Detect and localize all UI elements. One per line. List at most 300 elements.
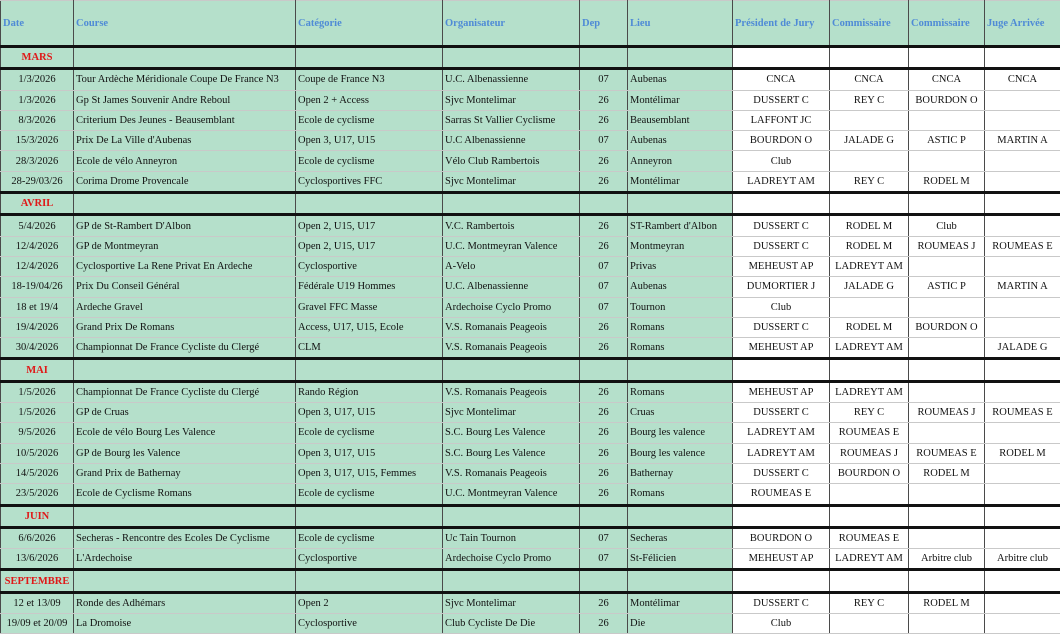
cell-categorie: Ecole de cyclisme	[296, 527, 443, 548]
table-row	[1, 527, 1060, 548]
cell-lieu: Die	[628, 614, 733, 634]
cell-commissaire-1	[830, 614, 909, 634]
cell-juge-arrivee	[985, 614, 1060, 634]
cell-categorie: Fédérale U19 Hommes	[296, 277, 443, 297]
cell-commissaire-1: LADREYT AM	[830, 381, 909, 402]
cell-organisateur: V.S. Romanais Peageois	[443, 381, 580, 402]
cell-dep: 26	[580, 443, 628, 463]
cell-president-jury: BOURDON O	[733, 527, 830, 548]
month-row-cell	[296, 570, 443, 592]
cell-categorie: Ecole de cyclisme	[296, 423, 443, 443]
cell-commissaire-2: ASTIC P	[909, 131, 985, 151]
cell-dep: 07	[580, 131, 628, 151]
cell-course: Tour Ardèche Méridionale Coupe De France N3	[74, 69, 296, 90]
month-row	[1, 570, 1060, 592]
cell-president-jury: LAFFONT JC	[733, 110, 830, 130]
cell-categorie: Open 3, U17, U15	[296, 443, 443, 463]
cell-juge-arrivee	[985, 527, 1060, 548]
cell-organisateur: Ardechoise Cyclo Promo	[443, 297, 580, 317]
cell-president-jury: DUSSERT C	[733, 403, 830, 423]
cell-categorie: Open 3, U17, U15	[296, 131, 443, 151]
cell-categorie: Coupe de France N3	[296, 69, 443, 90]
cell-commissaire-1: ROUMEAS E	[830, 527, 909, 548]
month-row	[1, 359, 1060, 381]
month-row-cell	[733, 570, 830, 592]
table-row	[1, 90, 1060, 110]
cell-date: 1/3/2026	[1, 90, 74, 110]
month-row-cell	[985, 193, 1060, 215]
cell-commissaire-1: LADREYT AM	[830, 549, 909, 570]
cell-course: Grand Prix de Bathernay	[74, 463, 296, 483]
cell-categorie: Open 2	[296, 592, 443, 613]
cell-commissaire-2	[909, 297, 985, 317]
cell-lieu: Cruas	[628, 403, 733, 423]
cell-commissaire-2	[909, 151, 985, 171]
schedule-body	[1, 47, 1060, 634]
cell-categorie: Cyclosportive	[296, 614, 443, 634]
cell-course: GP de Cruas	[74, 403, 296, 423]
cell-commissaire-1: ROUMEAS E	[830, 423, 909, 443]
cell-date: 28-29/03/26	[1, 171, 74, 192]
cell-president-jury: Club	[733, 151, 830, 171]
cell-course: Prix De La Ville d'Aubenas	[74, 131, 296, 151]
cell-organisateur: S.C. Bourg Les Valence	[443, 443, 580, 463]
month-row-cell	[580, 505, 628, 527]
table-row	[1, 69, 1060, 90]
cell-lieu: Romans	[628, 381, 733, 402]
cell-president-jury: MEHEUST AP	[733, 549, 830, 570]
cell-date: 23/5/2026	[1, 484, 74, 505]
month-row-cell	[628, 570, 733, 592]
cell-lieu: Secheras	[628, 527, 733, 548]
month-row-cell	[580, 359, 628, 381]
cell-organisateur: S.C. Bourg Les Valence	[443, 423, 580, 443]
cell-date: 28/3/2026	[1, 151, 74, 171]
month-row	[1, 505, 1060, 527]
cell-commissaire-2	[909, 614, 985, 634]
cell-juge-arrivee: ROUMEAS E	[985, 403, 1060, 423]
cell-dep: 26	[580, 463, 628, 483]
cell-course: Cyclosportive La Rene Privat En Ardeche	[74, 256, 296, 276]
cell-commissaire-1: REY C	[830, 403, 909, 423]
cell-commissaire-2	[909, 381, 985, 402]
month-row-cell	[74, 570, 296, 592]
cell-commissaire-2: ASTIC P	[909, 277, 985, 297]
cell-lieu: Anneyron	[628, 151, 733, 171]
cell-organisateur: Sjvc Montelimar	[443, 90, 580, 110]
cell-lieu: Montélimar	[628, 592, 733, 613]
cell-categorie: Open 3, U17, U15	[296, 403, 443, 423]
month-row-cell	[628, 193, 733, 215]
cell-commissaire-2: BOURDON O	[909, 90, 985, 110]
month-row-cell	[443, 47, 580, 69]
cell-juge-arrivee: ROUMEAS E	[985, 236, 1060, 256]
cell-lieu: Beausemblant	[628, 110, 733, 130]
cell-juge-arrivee	[985, 110, 1060, 130]
cell-lieu: Montmeyran	[628, 236, 733, 256]
cell-dep: 07	[580, 549, 628, 570]
cell-dep: 07	[580, 297, 628, 317]
col-header-dep: Dep	[580, 1, 628, 47]
cell-date: 12/4/2026	[1, 256, 74, 276]
cell-juge-arrivee	[985, 484, 1060, 505]
cell-juge-arrivee	[985, 381, 1060, 402]
cell-dep: 26	[580, 403, 628, 423]
cell-course: Ecole de vélo Bourg Les Valence	[74, 423, 296, 443]
cell-commissaire-1	[830, 297, 909, 317]
month-row-cell	[830, 359, 909, 381]
month-row-cell	[628, 359, 733, 381]
month-row-cell	[74, 193, 296, 215]
cell-juge-arrivee	[985, 171, 1060, 192]
cell-juge-arrivee: MARTIN A	[985, 131, 1060, 151]
month-row-cell	[733, 47, 830, 69]
cell-date: 14/5/2026	[1, 463, 74, 483]
cell-president-jury: DUSSERT C	[733, 90, 830, 110]
cell-organisateur: A-Velo	[443, 256, 580, 276]
cell-commissaire-1: LADREYT AM	[830, 338, 909, 359]
cell-president-jury: Club	[733, 297, 830, 317]
cell-commissaire-1: ROUMEAS J	[830, 443, 909, 463]
cell-lieu: Romans	[628, 338, 733, 359]
table-row	[1, 151, 1060, 171]
cell-organisateur: V.S. Romanais Peageois	[443, 463, 580, 483]
cell-president-jury: DUSSERT C	[733, 592, 830, 613]
month-row-cell	[830, 47, 909, 69]
cell-commissaire-1	[830, 151, 909, 171]
cell-course: L'Ardechoise	[74, 549, 296, 570]
month-row-cell	[296, 47, 443, 69]
cell-organisateur: Sjvc Montelimar	[443, 171, 580, 192]
cell-date: 12 et 13/09	[1, 592, 74, 613]
cell-juge-arrivee	[985, 463, 1060, 483]
cell-organisateur: Club Cycliste De Die	[443, 614, 580, 634]
col-header-lieu: Lieu	[628, 1, 733, 47]
cell-date: 18 et 19/4	[1, 297, 74, 317]
table-row	[1, 403, 1060, 423]
cell-juge-arrivee	[985, 151, 1060, 171]
cell-dep: 07	[580, 69, 628, 90]
cell-organisateur: V.S. Romanais Peageois	[443, 338, 580, 359]
cell-categorie: CLM	[296, 338, 443, 359]
table-row	[1, 549, 1060, 570]
cell-course: Championnat De France Cycliste du Clergé	[74, 338, 296, 359]
cell-president-jury: DUSSERT C	[733, 236, 830, 256]
cell-date: 18-19/04/26	[1, 277, 74, 297]
cell-categorie: Ecole de cyclisme	[296, 110, 443, 130]
month-row-cell	[580, 570, 628, 592]
cell-commissaire-1: REY C	[830, 171, 909, 192]
month-row-cell	[733, 505, 830, 527]
cell-lieu: Bourg les valence	[628, 443, 733, 463]
cell-dep: 26	[580, 151, 628, 171]
cell-commissaire-2: Club	[909, 215, 985, 236]
month-label: AVRIL	[1, 193, 74, 215]
table-row	[1, 592, 1060, 613]
cell-organisateur: Uc Tain Tournon	[443, 527, 580, 548]
cell-date: 6/6/2026	[1, 527, 74, 548]
month-row-cell	[985, 47, 1060, 69]
cell-organisateur: U.C. Montmeyran Valence	[443, 484, 580, 505]
cell-organisateur: U.C. Montmeyran Valence	[443, 236, 580, 256]
cell-president-jury: Club	[733, 614, 830, 634]
cell-commissaire-2: BOURDON O	[909, 317, 985, 337]
cell-president-jury: MEHEUST AP	[733, 338, 830, 359]
cell-juge-arrivee	[985, 297, 1060, 317]
cell-dep: 26	[580, 423, 628, 443]
table-row	[1, 131, 1060, 151]
cell-president-jury: LADREYT AM	[733, 171, 830, 192]
cell-dep: 26	[580, 215, 628, 236]
cell-course: Ecole de Cyclisme Romans	[74, 484, 296, 505]
cell-lieu: Romans	[628, 484, 733, 505]
table-row	[1, 297, 1060, 317]
cell-dep: 26	[580, 90, 628, 110]
cell-commissaire-1: BOURDON O	[830, 463, 909, 483]
col-header-categorie: Catégorie	[296, 1, 443, 47]
cell-organisateur: Sarras St Vallier Cyclisme	[443, 110, 580, 130]
cell-commissaire-2: ROUMEAS E	[909, 443, 985, 463]
cell-categorie: Open 2, U15, U17	[296, 236, 443, 256]
cell-lieu: ST-Rambert d'Albon	[628, 215, 733, 236]
cell-commissaire-2: RODEL M	[909, 171, 985, 192]
cell-dep: 26	[580, 110, 628, 130]
cell-organisateur: V.C. Rambertois	[443, 215, 580, 236]
cell-course: Corima Drome Provencale	[74, 171, 296, 192]
cell-president-jury: MEHEUST AP	[733, 381, 830, 402]
month-row-cell	[628, 505, 733, 527]
cell-president-jury: DUMORTIER J	[733, 277, 830, 297]
cell-organisateur: Sjvc Montelimar	[443, 592, 580, 613]
cell-date: 19/4/2026	[1, 317, 74, 337]
cell-course: Ronde des Adhémars	[74, 592, 296, 613]
cell-president-jury: CNCA	[733, 69, 830, 90]
cell-date: 13/6/2026	[1, 549, 74, 570]
cell-organisateur: U.C. Albenassienne	[443, 277, 580, 297]
cell-commissaire-2	[909, 484, 985, 505]
cell-categorie: Gravel FFC Masse	[296, 297, 443, 317]
cell-course: Championnat De France Cycliste du Clergé	[74, 381, 296, 402]
month-row-cell	[909, 505, 985, 527]
cell-date: 19/09 et 20/09	[1, 614, 74, 634]
header-row	[1, 1, 1060, 47]
month-row-cell	[580, 47, 628, 69]
cell-commissaire-1	[830, 484, 909, 505]
cell-dep: 26	[580, 338, 628, 359]
cell-juge-arrivee: RODEL M	[985, 443, 1060, 463]
cell-course: GP de St-Rambert D'Albon	[74, 215, 296, 236]
cell-lieu: Tournon	[628, 297, 733, 317]
month-row-cell	[985, 505, 1060, 527]
cell-commissaire-1: RODEL M	[830, 236, 909, 256]
cell-categorie: Cyclosportive	[296, 256, 443, 276]
cell-categorie: Cyclosportives FFC	[296, 171, 443, 192]
cell-commissaire-2	[909, 423, 985, 443]
cell-lieu: Bathernay	[628, 463, 733, 483]
cell-date: 15/3/2026	[1, 131, 74, 151]
cell-president-jury: BOURDON O	[733, 131, 830, 151]
col-header-commissaire-1: Commissaire	[830, 1, 909, 47]
cell-lieu: Montélimar	[628, 171, 733, 192]
col-header-date: Date	[1, 1, 74, 47]
cell-juge-arrivee: JALADE G	[985, 338, 1060, 359]
cell-lieu: Romans	[628, 317, 733, 337]
cell-lieu: Aubenas	[628, 131, 733, 151]
month-row-cell	[628, 47, 733, 69]
cell-commissaire-1: JALADE G	[830, 131, 909, 151]
cell-president-jury: DUSSERT C	[733, 463, 830, 483]
table-row	[1, 484, 1060, 505]
table-row	[1, 443, 1060, 463]
cell-juge-arrivee	[985, 317, 1060, 337]
cell-commissaire-1: CNCA	[830, 69, 909, 90]
cell-course: Ecole de vélo Anneyron	[74, 151, 296, 171]
cell-commissaire-2: RODEL M	[909, 592, 985, 613]
month-row-cell	[985, 570, 1060, 592]
cell-commissaire-1: RODEL M	[830, 317, 909, 337]
cell-date: 8/3/2026	[1, 110, 74, 130]
month-row-cell	[909, 47, 985, 69]
cell-organisateur: Ardechoise Cyclo Promo	[443, 549, 580, 570]
month-row-cell	[74, 505, 296, 527]
table-row	[1, 423, 1060, 443]
month-row-cell	[74, 47, 296, 69]
cell-organisateur: V.S. Romanais Peageois	[443, 317, 580, 337]
cell-juge-arrivee: MARTIN A	[985, 277, 1060, 297]
cell-dep: 26	[580, 317, 628, 337]
table-row	[1, 463, 1060, 483]
cell-commissaire-1	[830, 110, 909, 130]
cell-commissaire-2	[909, 256, 985, 276]
cell-date: 1/3/2026	[1, 69, 74, 90]
month-row-cell	[443, 570, 580, 592]
table-row	[1, 614, 1060, 634]
cell-commissaire-2	[909, 527, 985, 548]
cell-commissaire-2: Arbitre club	[909, 549, 985, 570]
cell-dep: 26	[580, 592, 628, 613]
cell-president-jury: DUSSERT C	[733, 215, 830, 236]
cell-dep: 07	[580, 527, 628, 548]
cell-commissaire-1: JALADE G	[830, 277, 909, 297]
month-row-cell	[909, 359, 985, 381]
cell-president-jury: ROUMEAS E	[733, 484, 830, 505]
cell-course: Criterium Des Jeunes - Beausemblant	[74, 110, 296, 130]
table-row	[1, 381, 1060, 402]
col-header-commissaire-2: Commissaire	[909, 1, 985, 47]
col-header-president-jury: Président de Jury	[733, 1, 830, 47]
cell-date: 5/4/2026	[1, 215, 74, 236]
month-row-cell	[733, 359, 830, 381]
cell-lieu: St-Félicien	[628, 549, 733, 570]
cell-categorie: Open 3, U17, U15, Femmes	[296, 463, 443, 483]
cell-dep: 26	[580, 171, 628, 192]
cell-dep: 26	[580, 236, 628, 256]
cell-categorie: Cyclosportive	[296, 549, 443, 570]
table-row	[1, 215, 1060, 236]
cell-commissaire-2: RODEL M	[909, 463, 985, 483]
month-row-cell	[830, 505, 909, 527]
month-row-cell	[443, 193, 580, 215]
cell-categorie: Ecole de cyclisme	[296, 484, 443, 505]
month-row	[1, 47, 1060, 69]
cell-juge-arrivee: Arbitre club	[985, 549, 1060, 570]
cell-organisateur: Sjvc Montelimar	[443, 403, 580, 423]
cell-categorie: Access, U17, U15, Ecole	[296, 317, 443, 337]
cell-date: 1/5/2026	[1, 403, 74, 423]
cell-organisateur: U.C Albenassienne	[443, 131, 580, 151]
month-row-cell	[443, 359, 580, 381]
month-label: SEPTEMBRE	[1, 570, 74, 592]
cell-president-jury: LADREYT AM	[733, 443, 830, 463]
cell-commissaire-1: REY C	[830, 592, 909, 613]
cell-categorie: Open 2, U15, U17	[296, 215, 443, 236]
month-row-cell	[296, 359, 443, 381]
cell-organisateur: Vélo Club Rambertois	[443, 151, 580, 171]
cell-course: Ardeche Gravel	[74, 297, 296, 317]
cell-juge-arrivee	[985, 90, 1060, 110]
cell-course: GP de Bourg les Valence	[74, 443, 296, 463]
cell-course: Secheras - Rencontre des Ecoles De Cyclisme	[74, 527, 296, 548]
cell-commissaire-2	[909, 338, 985, 359]
cell-lieu: Aubenas	[628, 277, 733, 297]
col-header-course: Course	[74, 1, 296, 47]
cell-commissaire-2	[909, 110, 985, 130]
cell-president-jury: DUSSERT C	[733, 317, 830, 337]
month-row-cell	[985, 359, 1060, 381]
table-row	[1, 338, 1060, 359]
cell-lieu: Montélimar	[628, 90, 733, 110]
cell-president-jury: MEHEUST AP	[733, 256, 830, 276]
cell-course: La Dromoise	[74, 614, 296, 634]
cell-dep: 07	[580, 277, 628, 297]
cell-juge-arrivee: CNCA	[985, 69, 1060, 90]
cell-dep: 26	[580, 484, 628, 505]
col-header-organisateur: Organisateur	[443, 1, 580, 47]
cell-lieu: Bourg les valence	[628, 423, 733, 443]
month-row-cell	[296, 193, 443, 215]
cell-categorie: Open 2 + Access	[296, 90, 443, 110]
cell-commissaire-1: REY C	[830, 90, 909, 110]
cell-lieu: Privas	[628, 256, 733, 276]
table-row	[1, 171, 1060, 192]
month-row-cell	[909, 193, 985, 215]
cell-date: 9/5/2026	[1, 423, 74, 443]
month-row-cell	[733, 193, 830, 215]
cell-juge-arrivee	[985, 423, 1060, 443]
cell-commissaire-2: CNCA	[909, 69, 985, 90]
cell-dep: 07	[580, 256, 628, 276]
cell-date: 1/5/2026	[1, 381, 74, 402]
month-row-cell	[296, 505, 443, 527]
table-row	[1, 256, 1060, 276]
cell-commissaire-2: ROUMEAS J	[909, 236, 985, 256]
month-row	[1, 193, 1060, 215]
cell-course: Grand Prix De Romans	[74, 317, 296, 337]
month-label: MAI	[1, 359, 74, 381]
cell-course: Gp St James Souvenir Andre Reboul	[74, 90, 296, 110]
cell-commissaire-2: ROUMEAS J	[909, 403, 985, 423]
col-header-juge-arrivee: Juge Arrivée	[985, 1, 1060, 47]
month-row-cell	[830, 570, 909, 592]
cell-commissaire-1: LADREYT AM	[830, 256, 909, 276]
month-row-cell	[443, 505, 580, 527]
month-label: MARS	[1, 47, 74, 69]
cell-date: 10/5/2026	[1, 443, 74, 463]
month-label: JUIN	[1, 505, 74, 527]
cell-dep: 26	[580, 381, 628, 402]
cell-president-jury: LADREYT AM	[733, 423, 830, 443]
cell-juge-arrivee	[985, 256, 1060, 276]
